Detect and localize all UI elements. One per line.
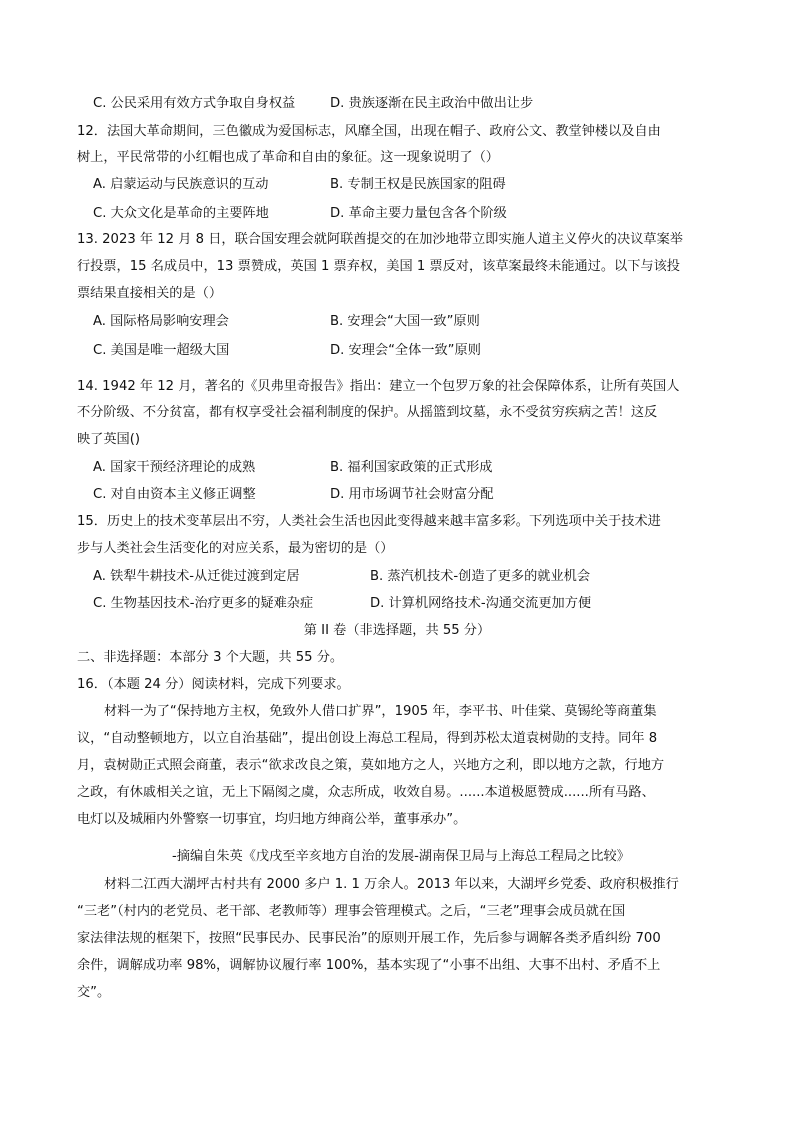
q15-option-d: D. 计算机网络技术-沟通交流更加方便 bbox=[370, 596, 592, 611]
q12-option-d: D. 革命主要力量包含各个阶级 bbox=[330, 206, 507, 221]
q14-stem-line-1: 14. 1942 年 12 月，著名的《贝弗里奇报告》指出：建立一个包罗万象的社会保障体系，让所有英国人 bbox=[77, 379, 680, 394]
q13-stem-line-1: 13. 2023 年 12 月 8 日，联合国安理会就阿联酋提交的在加沙地带立即实施人道主义停火的决议草案举 bbox=[77, 232, 683, 247]
material1-line-4: 之政，有休戚相关之谊，无上下隔阂之虞，众志所成，收效自易。......本道极愿赞成......所有马路、 bbox=[77, 785, 655, 800]
q12-option-a: A. 启蒙运动与民族意识的互动 bbox=[93, 177, 269, 192]
material1-line-3: 月，袁树勋正式照会商董，表示“欲求改良之策，莫如地方之人，兴地方之利，即以地方之款，行地方 bbox=[77, 758, 665, 773]
q11-option-c: C. 公民采用有效方式争取自身权益 bbox=[93, 96, 296, 111]
q15-stem-line-2: 步与人类社会生活变化的对应关系，最为密切的是（） bbox=[77, 541, 394, 556]
q13-stem-line-2: 行投票，15 名成员中，13 票赞成，英国 1 票弃权，美国 1 票反对，该草案最终未能通过。以下与该投 bbox=[77, 259, 680, 274]
material1-line-2: 议，“自动整顿地方，以立自治基础”，提出创设上海总工程局，得到苏松太道袁树勋的支持。同年 8 bbox=[77, 731, 658, 746]
q15-option-c: C. 生物基因技术-治疗更多的疑难杂症 bbox=[93, 596, 314, 611]
q11-option-d: D. 贵族逐渐在民主政治中做出让步 bbox=[330, 96, 534, 111]
section-heading: 二、非选择题：本部分 3 个大题，共 55 分。 bbox=[77, 650, 344, 665]
q14-option-c: C. 对自由资本主义修正调整 bbox=[93, 487, 256, 502]
q12-stem-line-2: 树上，平民常带的小红帽也成了革命和自由的象征。这一现象说明了（） bbox=[77, 150, 499, 165]
q14-option-b: B. 福利国家政策的正式形成 bbox=[330, 460, 493, 475]
material2-line-5: 交”。 bbox=[77, 985, 111, 1000]
material2-line-4: 余件，调解成功率 98%，调解协议履行率 100%，基本实现了“小事不出组、大事不出村、矛盾不上 bbox=[77, 958, 661, 973]
q14-stem-line-3: 映了英国() bbox=[77, 432, 141, 447]
q15-option-b: B. 蒸汽机技术-创造了更多的就业机会 bbox=[370, 569, 591, 584]
material2-line-2: “三老”（村内的老党员、老干部、老教师等）理事会管理模式。之后，“三老”理事会成员就在国 bbox=[77, 904, 626, 919]
q15-stem-line-1: 15．历史上的技术变革层出不穷，人类社会生活也因此变得越来越丰富多彩。下列选项中关于技术进 bbox=[77, 514, 661, 529]
q13-option-a: A. 国际格局影响安理会 bbox=[93, 314, 229, 329]
q14-stem-line-2: 不分阶级、不分贫富，都有权享受社会福利制度的保护。从摇篮到坟墓，永不受贫穷疾病之苦！这反 bbox=[77, 405, 658, 420]
material1-line-5: 电灯以及城厢内外警察一切事宜，均归地方绅商公举，董事承办”。 bbox=[77, 812, 467, 827]
q12-option-c: C. 大众文化是革命的主要阵地 bbox=[93, 206, 269, 221]
q14-option-a: A. 国家干预经济理论的成熟 bbox=[93, 460, 256, 475]
q12-option-b: B. 专制王权是民族国家的阻碍 bbox=[330, 177, 506, 192]
q13-stem-line-3: 票结果直接相关的是（） bbox=[77, 286, 223, 301]
q13-option-c: C. 美国是唯一超级大国 bbox=[93, 343, 230, 358]
material1-source: -摘编自朱英《戊戌至辛亥地方自治的发展-湖南保卫局与上海总工程局之比较》 bbox=[172, 849, 630, 864]
material2-line-1: 材料二江西大湖坪古村共有 2000 多户 1. 1 万余人。2013 年以来，大湖坪乡党委、政府积极推行 bbox=[104, 877, 679, 892]
q14-option-d: D. 用市场调节社会财富分配 bbox=[330, 487, 494, 502]
material2-line-3: 家法律法规的框架下，按照“民事民办、民事民治”的原则开展工作，先后参与调解各类矛盾纠纷 700 bbox=[77, 931, 661, 946]
q15-option-a: A. 铁犁牛耕技术-从迁徙过渡到定居 bbox=[93, 569, 300, 584]
q16-heading: 16．（本题 24 分）阅读材料，完成下列要求。 bbox=[77, 677, 350, 692]
q13-option-d: D. 安理会“全体一致”原则 bbox=[330, 343, 481, 358]
material1-line-1: 材料一为了“保持地方主权，免致外人借口扩界”，1905 年，李平书、叶佳棠、莫锡纶等商董集 bbox=[104, 704, 657, 719]
q12-stem-line-1: 12．法国大革命期间，三色徽成为爱国标志，风靡全国，出现在帽子、政府公文、教堂钟楼以及自由 bbox=[77, 124, 661, 139]
part-two-title: 第 II 卷（非选择题，共 55 分） bbox=[303, 623, 491, 638]
q13-option-b: B. 安理会“大国一致”原则 bbox=[330, 314, 480, 329]
